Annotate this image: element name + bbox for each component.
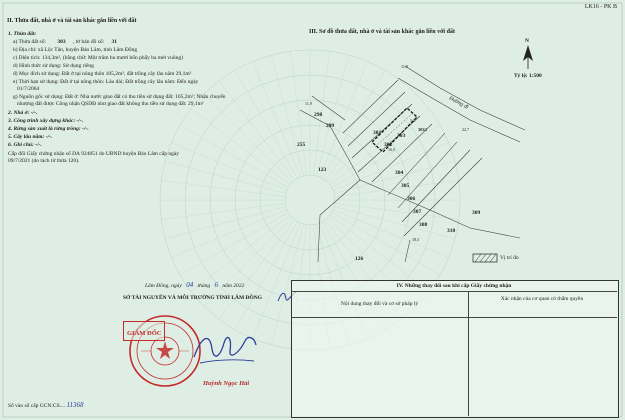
- dim-left: 11,9: [305, 101, 312, 106]
- parcel-298: 298: [314, 112, 323, 118]
- book-entry-number: 11368: [66, 401, 84, 409]
- perennial-line: 5. Cây lâu năm: -/-.: [8, 134, 53, 140]
- issue-day: 04: [186, 281, 194, 289]
- parcel-310: 310: [447, 228, 456, 234]
- house-line: 2. Nhà ở: -/-.: [8, 110, 38, 116]
- map-sheet-number: 31: [111, 39, 118, 45]
- legend-label: Vị trí đo: [500, 255, 519, 261]
- page-code: LK16 - PK B: [584, 4, 617, 10]
- dim-top: 11,9: [401, 64, 408, 69]
- parcel-label: a) Thửa đất số:: [13, 39, 46, 45]
- address-line: b) Địa chỉ: xã Lộc Tân, huyện Bảo Lâm, tỉnh Lâm Đồng: [13, 47, 138, 53]
- parcel-307: 307: [413, 209, 422, 215]
- dim-a: 5,0: [410, 118, 415, 123]
- parcel-map: [290, 40, 530, 270]
- parcel-301: 301: [373, 130, 382, 136]
- dim-c: 22,7: [462, 127, 469, 132]
- parcel-126: 126: [355, 256, 364, 262]
- parcel-number: 303: [57, 39, 66, 45]
- table-col-content: Nội dung thay đổi và cơ sở pháp lý: [340, 301, 419, 307]
- signer-name: Huỳnh Ngọc Hải: [203, 380, 250, 387]
- role-stamp: [123, 321, 165, 341]
- table-col-divider: [468, 291, 469, 416]
- issue-month: 6: [214, 281, 218, 289]
- usage-term-date: 01/7/2064: [17, 86, 40, 92]
- book-entry: [8, 402, 84, 410]
- parcel-255: 255: [297, 142, 306, 148]
- map-scale: Tỷ lệ: 1:500: [514, 73, 542, 79]
- parcel-line: [13, 39, 117, 46]
- issue-note: Cấp đổi Giấy chứng nhận số DA 924851 do UBND huyện Bảo Lâm cấp ngày: [8, 151, 180, 157]
- dim-b: 16,5: [388, 147, 395, 152]
- forest-line: 4. Rừng sản xuất là rừng trồng: -/-.: [8, 126, 89, 132]
- parcel-302: 302: [384, 142, 393, 148]
- table-rule-top: [291, 291, 617, 292]
- dim-d: 18,3: [412, 237, 419, 242]
- parcel-308: 308: [419, 222, 428, 228]
- issue-year: năm 2022: [222, 283, 245, 289]
- map-sheet-label: , tờ bản đồ số:: [72, 39, 105, 45]
- parcel-305: 305: [401, 183, 410, 189]
- construction-line: 3. Công trình xây dựng khác: -/-.: [8, 118, 84, 124]
- agency-name: SỞ TÀI NGUYÊN VÀ MÔI TRƯỜNG TỈNH LÂM ĐỒNG: [123, 295, 263, 301]
- role-label: GIÁM ĐỐC: [127, 330, 162, 337]
- signature-scribble: [190, 327, 260, 369]
- book-entry-label: Số vào sổ cấp GCN:CS....: [8, 403, 66, 409]
- parcel-123: 123: [318, 167, 327, 173]
- date-prefix: Lâm Đồng, ngày: [145, 283, 182, 289]
- parcel-304: 304: [395, 170, 404, 176]
- section4-title: IV. Những thay đổi sau khi cấp Giấy chứng nhận: [396, 283, 512, 289]
- table-col-confirm: Xác nhận của cơ quan có thẩm quyền: [500, 296, 584, 302]
- parcel-306: 306: [407, 196, 416, 202]
- parcel-299: 299: [326, 123, 335, 129]
- usage-term-line: e) Thời hạn sử dụng: Đất ở tại nông thôn: Lâu dài; Đất trồng cây lâu năm: Đến ngày: [13, 79, 199, 85]
- parcel-309: 309: [472, 210, 481, 216]
- month-prefix: tháng: [197, 283, 211, 289]
- usage-origin-line: g) Nguồn gốc sử dụng: Đất ở: Nhà nước giao đất có thu tiền sử dụng đất: 105,2m²; Nhận chuyển: [13, 94, 226, 100]
- parcel-303: 303: [397, 133, 406, 139]
- usage-origin-cont: nhượng đất được Công nhận QSDĐ như giao đất không thu tiền sử dụng đất: 29,1m²: [17, 101, 204, 107]
- section3-title: III. Sơ đồ thửa đất, nhà ở và tài sản khác gắn liền với đất: [309, 29, 455, 35]
- land-heading: 1. Thửa đất:: [8, 31, 37, 37]
- usage-purpose-line: đ) Mục đích sử dụng: Đất ở tại nông thôn 105,2m², đất trồng cây lâu năm 29,1m²: [13, 71, 192, 77]
- issue-date: [145, 282, 244, 290]
- notes-line: 6. Ghi chú: -/-.: [8, 142, 42, 148]
- section2-title: II. Thửa đất, nhà ở và tài sản khác gắn liền với đất: [7, 18, 137, 24]
- area-line: c) Diện tích: 134,3m², (bằng chữ: Một trăm ba mươi bốn phẩy ba mét vuông): [13, 55, 183, 61]
- issue-note-cont: 09/7/2021 (do tách từ thửa 120).: [8, 158, 80, 164]
- road-label: Đường đi: [447, 95, 470, 111]
- usage-form-line: d) Hình thức sử dụng: Sử dụng riêng: [13, 63, 94, 69]
- parcel-303-sub: 303/2: [418, 127, 428, 132]
- table-rule-header: [291, 317, 617, 318]
- north-label: N: [525, 38, 529, 44]
